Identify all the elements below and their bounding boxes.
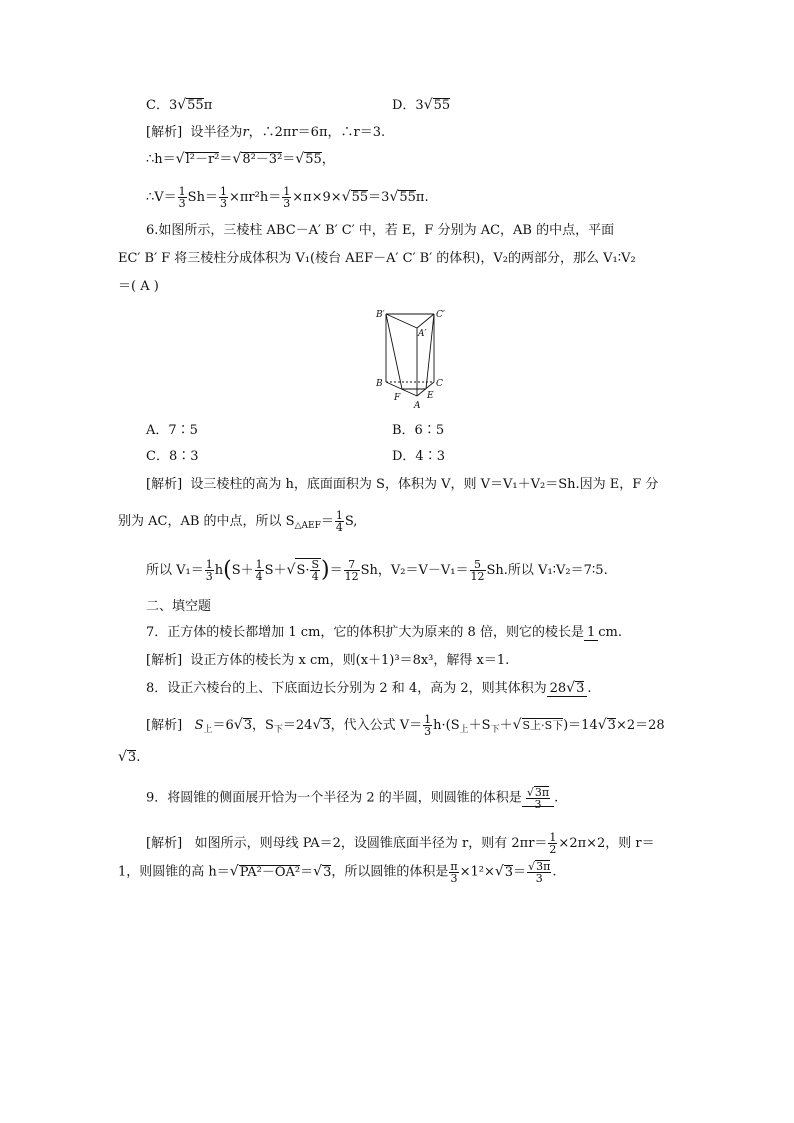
text: .	[554, 790, 559, 806]
text: ＝	[329, 563, 343, 578]
text: ，	[321, 152, 335, 167]
sqrt: l²－r²	[185, 152, 220, 167]
sqrt: 8²－3²	[242, 152, 283, 167]
solution-tag: [解析]	[146, 718, 183, 733]
sqrt: 3	[243, 718, 252, 733]
q7-question	[146, 624, 622, 642]
sqrt: 3	[576, 681, 585, 696]
text: ＝	[282, 152, 296, 167]
text: 28	[549, 681, 567, 696]
num: 7	[344, 559, 360, 571]
num: 1	[219, 185, 227, 198]
num: 5	[470, 559, 486, 571]
fraction	[423, 714, 432, 737]
fraction	[470, 559, 486, 582]
den: 3	[178, 197, 186, 210]
text: .	[552, 864, 557, 880]
fraction	[282, 186, 291, 209]
den: 3	[205, 570, 213, 583]
q6-option-d: D．4∶3	[392, 449, 445, 464]
num: √3π	[526, 786, 550, 799]
num: 1	[335, 509, 343, 522]
text: ×π×9×	[292, 190, 342, 205]
solution-tag: [解析]	[146, 125, 183, 140]
text: ＝	[513, 864, 527, 880]
label-b: B	[376, 379, 383, 389]
sqrt: 55	[351, 190, 369, 205]
sol5-line2: ∴h＝√l²－r²＝√8²－3²＝√55，	[146, 151, 335, 167]
label-b-prime: B′	[376, 310, 385, 320]
sqrt: 3π	[536, 860, 551, 873]
subscript: 上	[203, 725, 213, 735]
q6-line2: EC′ B′ F 将三棱柱分成体积为 V₁(棱台 AEF－A′ C′ B′ 的体积)，V₂的两部分，那么 V₁∶V₂	[118, 251, 636, 266]
den: 3	[219, 197, 227, 210]
option-label: C．3	[146, 98, 178, 113]
q6-option-c: C．8∶3	[146, 449, 199, 464]
paren-close: )	[321, 557, 330, 583]
den: 4	[311, 570, 319, 583]
text: 1，则圆锥的高 h＝	[118, 864, 230, 880]
q8-solution-cont: √3.	[118, 749, 141, 765]
q9-solution-line2: 1，则圆锥的高 h＝√PA²－OA²＝√3，所以圆锥的体积是 $\frac{\pi}{3}$ ×1²×√3＝ $\frac{√3\pi}{3}$ .	[118, 859, 557, 885]
text: ＝	[219, 152, 233, 167]
num: 1	[255, 558, 263, 571]
q9-question	[146, 786, 558, 810]
fraction	[527, 860, 551, 884]
sol5-line3: ∴V＝ $\frac{1}{3}$ Sh＝ $\frac{1}{3}$ ×πr²h＝ $\frac{1}{3}$ ×π×9×√55＝3√55π.	[146, 185, 429, 210]
solution-tag: [解析]	[146, 836, 183, 851]
text: ，代入公式 V＝	[330, 718, 423, 733]
q5-option-c: C．3√55π	[146, 97, 213, 113]
q7-solution	[146, 652, 509, 670]
text: h·(S	[433, 718, 460, 733]
text: ×2π×2，则 r＝	[558, 836, 655, 851]
fraction	[526, 786, 550, 810]
sqrt	[295, 558, 321, 582]
answer-blank: 1	[584, 625, 598, 641]
sol5-line1	[146, 124, 385, 142]
sqrt: 55	[399, 190, 416, 205]
den: 3	[535, 872, 543, 885]
answer-blank: 28√3	[547, 681, 588, 697]
text: ∴V＝	[146, 190, 177, 205]
sqrt: 3π	[534, 786, 550, 799]
num: 1	[283, 185, 291, 198]
text: .	[587, 681, 592, 696]
den: 3	[424, 725, 432, 738]
q6-option-b: B．6∶5	[392, 423, 445, 438]
fraction	[344, 559, 360, 582]
fraction	[335, 510, 344, 533]
sqrt: PA²－OA²	[239, 864, 301, 880]
fraction	[205, 559, 214, 582]
den: 3	[534, 798, 542, 811]
answer-blank	[522, 786, 554, 811]
fraction	[310, 559, 320, 582]
text: .	[136, 750, 141, 765]
section-title: 二、填空题	[146, 599, 212, 614]
fraction	[449, 861, 458, 884]
text: 8．设正六棱台的上、下底面边长分别为 2 和 4，高为 2，则其体积为	[146, 681, 547, 696]
q8-solution: [解析] $S_上=6√3$，$S_下=24√3$，代入公式 V＝ $\frac{1}{3}$ $h\cdot(S_上+S_下+√S$上·S下)＝14√3×2＝28	[146, 713, 665, 738]
subscript: 下	[273, 725, 283, 735]
num: 1	[424, 713, 432, 726]
q5-option-d: D．3√55	[392, 97, 451, 113]
text: ×1²×	[459, 864, 495, 880]
q8-question	[146, 679, 592, 698]
text: 设三棱柱的高为 h，底面面积为 S，体积为 V，则 V＝V₁＋V₂＝Sh.因为 E，F 分	[190, 477, 659, 492]
label-c: C	[436, 379, 443, 389]
q6-line3: ＝( A )	[118, 279, 159, 294]
text: π.	[415, 190, 429, 205]
text: Sh＝	[187, 190, 218, 205]
text: ∴h＝	[146, 152, 176, 167]
text: ，∴2πr＝6π，∴r＝3.	[248, 125, 386, 140]
sqrt: 3	[322, 718, 331, 733]
label-e: E	[427, 391, 434, 401]
sqrt: 3	[127, 750, 137, 765]
text: 9．将圆锥的侧面展开恰为一个半径为 2 的半圆，则圆锥的体积是	[146, 790, 522, 806]
sol6-line2	[118, 510, 357, 535]
num: √3π	[528, 860, 551, 873]
text: ×πr²h＝	[228, 190, 282, 205]
text: ＝3	[368, 190, 390, 205]
text: ＋	[499, 718, 513, 733]
text: h	[214, 563, 224, 578]
text: 7．正方体的棱长都增加 1 cm，它的体积扩大为原来的 8 倍，则它的棱长是	[146, 625, 584, 640]
solution-tag: [解析]	[146, 477, 183, 492]
label-a-prime: A′	[418, 329, 427, 339]
den: 3	[283, 197, 291, 210]
text: ，所以圆锥的体积是	[331, 864, 449, 880]
subscript: △AEF	[294, 521, 321, 531]
text: S,	[344, 514, 358, 529]
sqrt: 55	[305, 152, 322, 167]
num: 1	[178, 185, 186, 198]
text: 所以 V₁＝	[146, 563, 204, 578]
sqrt: 3	[323, 864, 332, 880]
text: Sh，V₂＝V－V₁＝	[360, 563, 469, 578]
num: π	[450, 859, 458, 873]
solution-tag: [解析]	[146, 653, 183, 668]
subscript: 上	[459, 725, 469, 735]
den: 4	[335, 521, 343, 534]
text: ＋S	[468, 718, 491, 733]
den: 2	[549, 843, 557, 856]
sqrt: 3	[504, 864, 514, 880]
num: 1	[549, 831, 557, 844]
text: 如图所示，则母线 PA＝2，设圆锥底面半径为 r，则有 2πr＝	[194, 836, 548, 851]
sol6-line3: 所以 V₁＝ $\frac{1}{3}$ h(S＋ $\frac{1}{4}$ S＋√S· $\frac{S}{4}$ )＝ $\frac{7}{12}$ Sh，V₂＝V－V₁＝ $\frac{5}{12}$ Sh.所以 V₁∶V₂＝7∶5.	[146, 557, 608, 583]
fraction	[219, 186, 228, 209]
text: Sh.所以 V₁∶V₂＝7∶5.	[486, 563, 608, 578]
fraction	[548, 832, 557, 855]
den: 4	[255, 570, 263, 583]
text: )＝14	[563, 718, 598, 733]
subscript: 下	[490, 725, 500, 735]
den: 3	[450, 871, 458, 885]
num: S	[311, 558, 320, 571]
label-f: F	[394, 393, 401, 403]
paren-open: (	[223, 557, 232, 583]
sol6-line1	[146, 476, 658, 494]
sqrt: 3	[607, 718, 616, 733]
text: S·	[296, 563, 310, 578]
text: ＝	[300, 864, 314, 880]
sqrt: S上·S下	[522, 719, 564, 732]
text: 设半径为	[190, 125, 243, 140]
text: ＝	[320, 514, 334, 529]
pi-symbol: π	[203, 98, 213, 113]
label-a: A	[414, 401, 421, 411]
var: r	[242, 125, 249, 140]
q6-option-a: A．7∶5	[146, 423, 198, 438]
q6-line1: 6.如图所示，三棱柱 ABC－A′ B′ C′ 中，若 E，F 分别为 AC，AB 的中点，平面	[146, 223, 615, 238]
text: 设正方体的棱长为 x cm，则(x＋1)³＝8x³，解得 x＝1.	[190, 653, 510, 668]
sqrt-value: 55	[187, 98, 204, 113]
text: ，S	[251, 718, 274, 733]
text: cm.	[598, 625, 622, 640]
text: ＝24	[282, 718, 313, 733]
text: ＝6	[212, 718, 234, 733]
q9-solution-line1	[146, 832, 655, 855]
fraction	[255, 559, 264, 582]
fraction	[178, 186, 187, 209]
prism-figure	[370, 302, 450, 414]
text: ×2＝28	[615, 718, 665, 733]
label-c-prime: C′	[436, 310, 445, 320]
var: S	[194, 718, 204, 733]
den: 12	[470, 570, 485, 583]
text: S＋	[231, 563, 254, 578]
text: S＋	[264, 563, 287, 578]
num: 1	[205, 558, 213, 571]
sqrt-value: 55	[433, 98, 451, 113]
option-label: D．3	[392, 98, 424, 113]
den: 12	[344, 570, 359, 583]
text: 别为 AC，AB 的中点，所以 S	[118, 514, 295, 529]
